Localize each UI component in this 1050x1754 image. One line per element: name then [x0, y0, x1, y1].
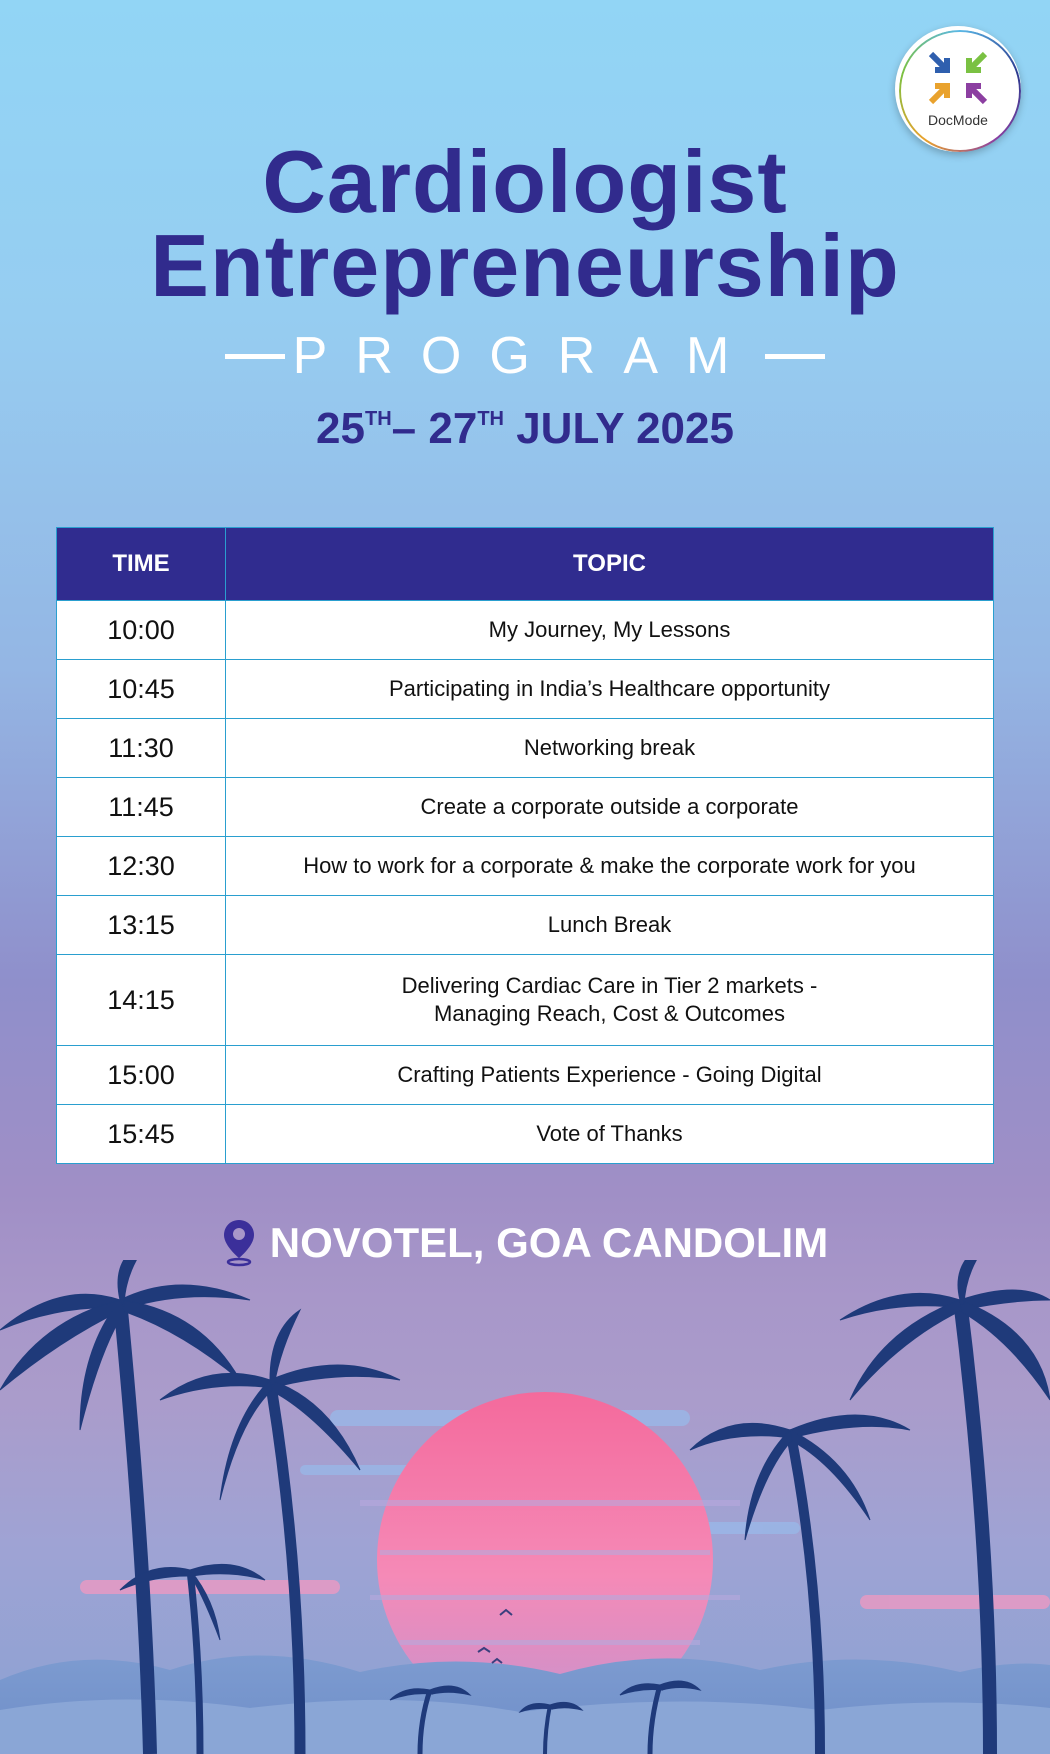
program-subtitle	[0, 326, 1050, 386]
row-topic: Vote of Thanks	[226, 1105, 994, 1164]
header-topic: TOPIC	[226, 528, 994, 601]
date-month-year: JULY 2025	[503, 404, 734, 453]
row-topic: Crafting Patients Experience - Going Digital	[226, 1046, 994, 1105]
table-row	[57, 601, 994, 660]
row-time: 12:30	[57, 837, 226, 896]
table-row	[57, 660, 994, 719]
row-topic: Lunch Break	[226, 896, 994, 955]
row-time: 15:45	[57, 1105, 226, 1164]
date-sup1: TH	[364, 408, 392, 430]
row-topic: Create a corporate outside a corporate	[226, 778, 994, 837]
table-row	[57, 955, 994, 1046]
divider-left	[225, 354, 285, 359]
row-topic: My Journey, My Lessons	[226, 601, 994, 660]
date-sup2: TH	[477, 408, 504, 430]
row-time: 10:00	[57, 601, 226, 660]
table-header-row	[57, 528, 994, 601]
arrows-icon	[925, 48, 991, 108]
row-time: 13:15	[57, 896, 226, 955]
date-day2: 27	[428, 404, 478, 453]
event-date	[0, 404, 1050, 454]
row-time: 11:30	[57, 719, 226, 778]
row-time: 15:00	[57, 1046, 226, 1105]
divider-right	[765, 354, 825, 359]
header-time: TIME	[57, 528, 226, 601]
row-time: 10:45	[57, 660, 226, 719]
title-line-1: Cardiologist	[262, 132, 788, 231]
table-row	[57, 1105, 994, 1164]
title-line-2: Entrepreneurship	[150, 216, 900, 315]
row-topic	[226, 955, 994, 1046]
logo-text: DocMode	[928, 112, 988, 128]
schedule-table	[56, 527, 994, 1164]
row-topic-line1: Delivering Cardiac Care in Tier 2 markets -	[401, 973, 818, 998]
row-time: 11:45	[57, 778, 226, 837]
row-topic: Participating in India’s Healthcare opportunity	[226, 660, 994, 719]
table-row	[57, 778, 994, 837]
date-separator: –	[391, 404, 429, 453]
table-row	[57, 719, 994, 778]
table-row	[57, 1046, 994, 1105]
program-text: PROGRAM	[292, 327, 758, 385]
row-topic-line2: Managing Reach, Cost & Outcomes	[434, 1001, 785, 1026]
row-topic: How to work for a corporate & make the corporate work for you	[226, 837, 994, 896]
table-row	[57, 896, 994, 955]
sunset-palm-scene	[0, 1260, 1050, 1754]
date-day1: 25	[316, 404, 365, 453]
table-row	[57, 837, 994, 896]
row-time: 14:15	[57, 955, 226, 1046]
row-topic: Networking break	[226, 719, 994, 778]
venue-text: NOVOTEL, GOA CANDOLIM	[269, 1219, 829, 1266]
